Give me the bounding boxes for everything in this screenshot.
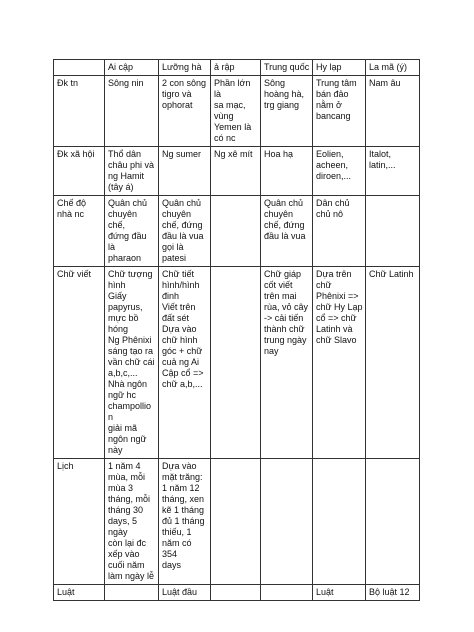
header-cell-ai-cap: Ai cập bbox=[105, 60, 159, 76]
table-cell: Trung tâm bán đảo nằm ở bancang bbox=[313, 76, 366, 147]
table-cell bbox=[211, 459, 261, 585]
header-cell-trung-quoc: Trung quốc bbox=[261, 60, 313, 76]
table-cell bbox=[313, 459, 366, 585]
table-cell: Chữ Latinh bbox=[366, 267, 420, 459]
table-cell: Nam âu bbox=[366, 76, 420, 147]
table-cell: Italot, latin,... bbox=[366, 147, 420, 196]
table-row bbox=[54, 267, 420, 459]
row-label: Chữ viết bbox=[54, 267, 105, 459]
table-cell bbox=[105, 585, 159, 601]
table-cell: Quân chủ chuyên chế, đứng đầu là vua bbox=[261, 196, 313, 267]
table-cell: Dựa trên chữ Phênixi => chữ Hy Lạp cổ => chữ Latinh và chữ Slavo bbox=[313, 267, 366, 459]
table-cell: Phần lớn là sa mạc, vùng Yemen là có nc bbox=[211, 76, 261, 147]
table-cell: Bộ luật 12 bbox=[366, 585, 420, 601]
row-label: Đk tn bbox=[54, 76, 105, 147]
table-cell: Ng xê mít bbox=[211, 147, 261, 196]
header-cell-a-rap: ả rập bbox=[211, 60, 261, 76]
table-cell: Luật đầu bbox=[159, 585, 211, 601]
table-cell: Dựa vào mặt trăng: 1 năm 12 tháng, xen kẽ 1 tháng đủ 1 tháng thiếu, 1 năm có 354 days bbox=[159, 459, 211, 585]
table-cell: Chữ giáp cốt viết trên mai rùa, vỏ cây -> cải tiến thành chữ trung ngày nay bbox=[261, 267, 313, 459]
row-label: Luật bbox=[54, 585, 105, 601]
table-cell: Quân chủ chuyên chế, đứng đầu là vua gọi là patesi bbox=[159, 196, 211, 267]
table-cell: Chữ tượng hình Giấy papyrus, mực bồ hóng Ng Phênixi sáng tạo ra vần chữ cái a,b,c,... Nhà ngôn ngữ hc champollion giải mã ngôn ngữ này bbox=[105, 267, 159, 459]
table-cell: Quân chủ chuyên chế, đứng đầu là pharaon bbox=[105, 196, 159, 267]
table-cell bbox=[261, 459, 313, 585]
row-label: Đk xã hội bbox=[54, 147, 105, 196]
table-cell: Ng sumer bbox=[159, 147, 211, 196]
table-row bbox=[54, 147, 420, 196]
row-label: Chế độ nhà nc bbox=[54, 196, 105, 267]
table-cell: 1 năm 4 mùa, mỗi mùa 3 tháng, mỗi tháng 30 days, 5 ngày còn lại đc xếp vào cuối năm làm ngày lễ bbox=[105, 459, 159, 585]
header-cell-la-ma: La mã (ý) bbox=[366, 60, 420, 76]
table-cell: Eolien, acheen, diroen,... bbox=[313, 147, 366, 196]
table-cell: Chữ tiết hình/hình đinh Viết trên đất sét Dựa vào chữ hình góc + chữ cuả ng Ai Cập cổ => chữ a,b,... bbox=[159, 267, 211, 459]
table-cell: Hoa hạ bbox=[261, 147, 313, 196]
header-cell-blank bbox=[54, 60, 105, 76]
table-cell: Thổ dân châu phi và ng Hamit (tây á) bbox=[105, 147, 159, 196]
table-cell: Luật bbox=[313, 585, 366, 601]
table-cell bbox=[366, 459, 420, 585]
history-comparison-table bbox=[53, 59, 420, 601]
table-cell: Sông hoàng hà, trg giang bbox=[261, 76, 313, 147]
table-cell: Dân chủ chủ nô bbox=[313, 196, 366, 267]
table-row bbox=[54, 585, 420, 601]
table-cell bbox=[366, 196, 420, 267]
table-cell bbox=[211, 267, 261, 459]
header-cell-luong-ha: Lưỡng hà bbox=[159, 60, 211, 76]
table-row bbox=[54, 76, 420, 147]
table-row bbox=[54, 459, 420, 585]
table-row bbox=[54, 196, 420, 267]
table-cell bbox=[211, 585, 261, 601]
header-row bbox=[54, 60, 420, 76]
table-cell bbox=[261, 585, 313, 601]
header-cell-hy-lap: Hy lạp bbox=[313, 60, 366, 76]
table-cell: Sông nin bbox=[105, 76, 159, 147]
table-cell bbox=[211, 196, 261, 267]
table-cell: 2 con sông tigro và ophorat bbox=[159, 76, 211, 147]
row-label: Lịch bbox=[54, 459, 105, 585]
